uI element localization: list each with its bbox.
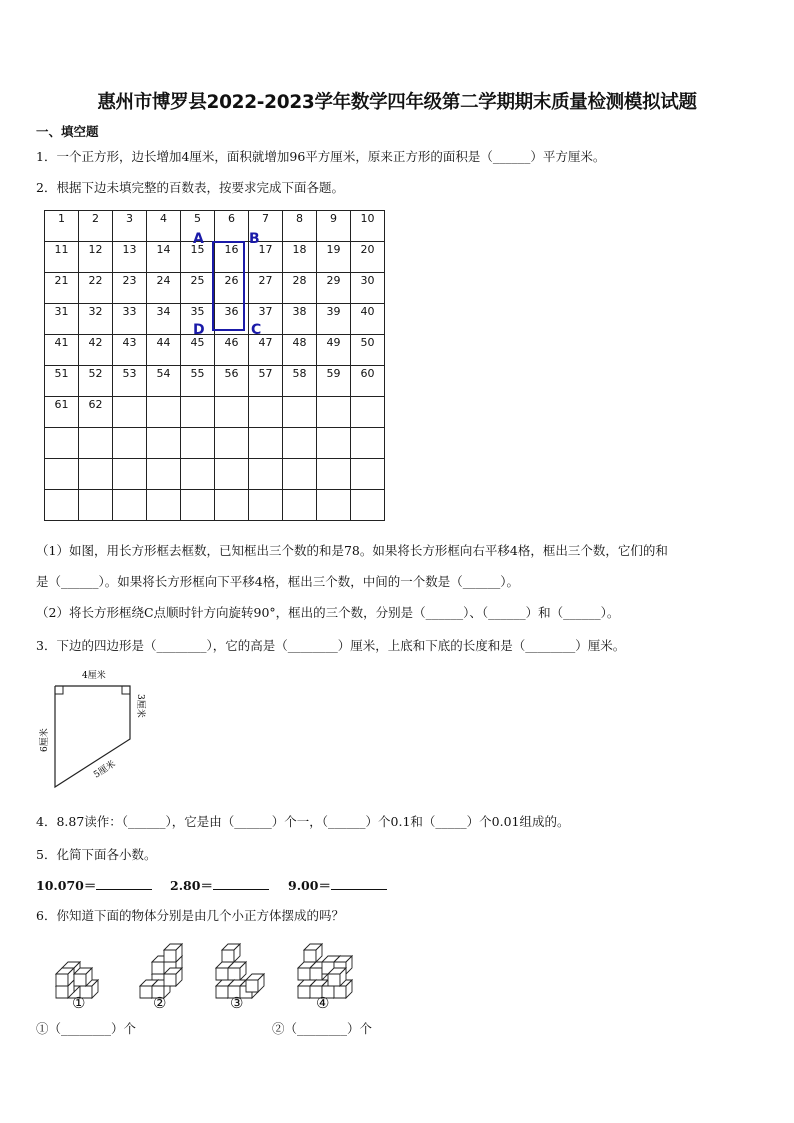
question-2-2: （2）将长方形框绕C点顺时针方向旋转90°，框出的三个数，分别是（______）、（______）和（______）。: [36, 605, 620, 620]
grid-cell: 25: [181, 273, 215, 304]
grid-cell: 56: [215, 366, 249, 397]
grid-cell: [283, 490, 317, 521]
grid-cell: [249, 459, 283, 490]
grid-cell: 61: [45, 397, 79, 428]
grid-cell: 50: [351, 335, 385, 366]
grid-cell: 16: [215, 242, 249, 273]
grid-cell: 19: [317, 242, 351, 273]
grid-cell: [147, 397, 181, 428]
grid-cell: 58: [283, 366, 317, 397]
grid-cell: [113, 490, 147, 521]
rectangle-frame: [212, 241, 245, 331]
grid-cell: [181, 397, 215, 428]
label-d: D: [193, 322, 205, 338]
question-1: 1．一个正方形，边长增加4厘米，面积就增加96平方厘米，原来正方形的面积是（______）平方厘米。: [36, 149, 606, 164]
grid-cell: [317, 428, 351, 459]
q5-item-3-text: 9.00＝: [288, 878, 331, 893]
grid-cell: [181, 490, 215, 521]
question-4: 4．8.87读作：（______），它是由（______）个一，（______）个0.1和（_____）个0.01组成的。: [36, 814, 570, 829]
grid-cell: 7: [249, 211, 283, 242]
grid-cell: 41: [45, 335, 79, 366]
figure-label-2: ②: [153, 994, 167, 1012]
grid-cell: 18: [283, 242, 317, 273]
grid-cell: [215, 490, 249, 521]
grid-cell: 15: [181, 242, 215, 273]
q5-item-2: [170, 876, 269, 894]
grid-cell: 60: [351, 366, 385, 397]
grid-cell: 39: [317, 304, 351, 335]
label-right: 3厘米: [135, 694, 145, 718]
grid-cell: [147, 490, 181, 521]
grid-cell: 36: [215, 304, 249, 335]
grid-cell: [147, 459, 181, 490]
grid-cell: [249, 397, 283, 428]
grid-cell: 55: [181, 366, 215, 397]
grid-cell: [79, 428, 113, 459]
grid-cell: 5: [181, 211, 215, 242]
grid-cell: 12: [79, 242, 113, 273]
q6-answer-2: ②（________）个: [272, 1021, 373, 1036]
question-2: 2．根据下边未填完整的百数表，按要求完成下面各题。: [36, 180, 344, 195]
label-top: 4厘米: [82, 671, 106, 681]
grid-cell: 47: [249, 335, 283, 366]
grid-cell: [249, 428, 283, 459]
grid-cell: [45, 459, 79, 490]
grid-cell: 21: [45, 273, 79, 304]
answer-blank[interactable]: [331, 877, 387, 890]
grid-cell: 3: [113, 211, 147, 242]
grid-cell: 1: [45, 211, 79, 242]
grid-cell: 52: [79, 366, 113, 397]
grid-cell: [283, 428, 317, 459]
grid-cell: 24: [147, 273, 181, 304]
grid-cell: 46: [215, 335, 249, 366]
grid-cell: 40: [351, 304, 385, 335]
label-slant: 5厘米: [92, 759, 118, 781]
grid-cell: [215, 428, 249, 459]
grid-cell: [45, 490, 79, 521]
q5-item-3: [288, 876, 387, 894]
cube-figure-4: [298, 944, 352, 998]
grid-cell: 6: [215, 211, 249, 242]
grid-cell: 59: [317, 366, 351, 397]
grid-cell: 27: [249, 273, 283, 304]
grid-cell: 2: [79, 211, 113, 242]
grid-cell: 20: [351, 242, 385, 273]
grid-cell: [79, 490, 113, 521]
grid-cell: 23: [113, 273, 147, 304]
grid-cell: 28: [283, 273, 317, 304]
page-title: 惠州市博罗县2022-2023学年数学四年级第二学期期末质量检测模拟试题: [97, 92, 697, 113]
grid-cell: [113, 459, 147, 490]
grid-cell: 31: [45, 304, 79, 335]
grid-cell: 48: [283, 335, 317, 366]
grid-cell: 57: [249, 366, 283, 397]
grid-cell: 37: [249, 304, 283, 335]
grid-cell: 30: [351, 273, 385, 304]
grid-cell: 51: [45, 366, 79, 397]
grid-cell: 29: [317, 273, 351, 304]
grid-cell: 17: [249, 242, 283, 273]
figure-label-3: ③: [230, 994, 244, 1012]
section-heading: 一、填空题: [36, 124, 99, 139]
grid-cell: [45, 428, 79, 459]
grid-cell: 62: [79, 397, 113, 428]
grid-cell: 54: [147, 366, 181, 397]
trapezoid-figure: [30, 664, 160, 794]
grid-cell: 53: [113, 366, 147, 397]
grid-cell: 32: [79, 304, 113, 335]
grid-cell: [283, 459, 317, 490]
grid-cell: 43: [113, 335, 147, 366]
grid-cell: 22: [79, 273, 113, 304]
answer-blank[interactable]: [213, 877, 269, 890]
label-a: A: [193, 231, 204, 247]
label-left: 6厘米: [40, 728, 50, 752]
grid-cell: [351, 397, 385, 428]
grid-cell: 38: [283, 304, 317, 335]
grid-cell: [113, 397, 147, 428]
grid-cell: 34: [147, 304, 181, 335]
grid-cell: [283, 397, 317, 428]
q5-item-2-text: 2.80＝: [170, 878, 213, 893]
question-2-1-line2: 是（______）。如果将长方形框向下平移4格，框出三个数，中间的一个数是（______）。: [36, 574, 519, 589]
grid-cell: 33: [113, 304, 147, 335]
figure-label-1: ①: [72, 994, 86, 1012]
grid-cell: [215, 397, 249, 428]
grid-cell: [351, 490, 385, 521]
grid-cell: 26: [215, 273, 249, 304]
grid-cell: 10: [351, 211, 385, 242]
grid-cell: 49: [317, 335, 351, 366]
q5-item-1-text: 10.070＝: [36, 878, 97, 893]
cube-figure-1: [56, 962, 98, 998]
grid-cell: [181, 459, 215, 490]
grid-cell: 13: [113, 242, 147, 273]
grid-cell: 8: [283, 211, 317, 242]
label-c: C: [251, 322, 262, 338]
grid-cell: 45: [181, 335, 215, 366]
grid-cell: 11: [45, 242, 79, 273]
cube-figure-3: [216, 944, 264, 998]
grid-cell: [147, 428, 181, 459]
grid-cell: [317, 490, 351, 521]
cube-figure-2: [140, 944, 182, 998]
answer-blank[interactable]: [96, 877, 152, 890]
grid-cell: [351, 428, 385, 459]
grid-cell: [79, 459, 113, 490]
grid-cell: 4: [147, 211, 181, 242]
grid-cell: [249, 490, 283, 521]
question-6: 6．你知道下面的物体分别是由几个小正方体摆成的吗？: [36, 908, 344, 923]
grid-cell: 9: [317, 211, 351, 242]
grid-cell: [181, 428, 215, 459]
grid-cell: [215, 459, 249, 490]
figure-label-4: ④: [316, 994, 330, 1012]
grid-cell: 14: [147, 242, 181, 273]
question-3: 3．下边的四边形是（________），它的高是（________）厘米，上底和下底的长度和是（________）厘米。: [36, 638, 626, 653]
question-5: 5．化简下面各小数。: [36, 847, 157, 862]
grid-cell: [113, 428, 147, 459]
question-2-1-line1: （1）如图，用长方形框去框数，已知框出三个数的和是78。如果将长方形框向右平移4格，框出三个数，它们的和: [36, 543, 668, 558]
grid-cell: 42: [79, 335, 113, 366]
grid-cell: 35: [181, 304, 215, 335]
grid-cell: [351, 459, 385, 490]
grid-cell: [317, 397, 351, 428]
q6-answer-1: ①（________）个: [36, 1021, 137, 1036]
label-b: B: [249, 231, 260, 247]
grid-cell: [317, 459, 351, 490]
q5-item-1: [36, 876, 152, 894]
grid-cell: 44: [147, 335, 181, 366]
